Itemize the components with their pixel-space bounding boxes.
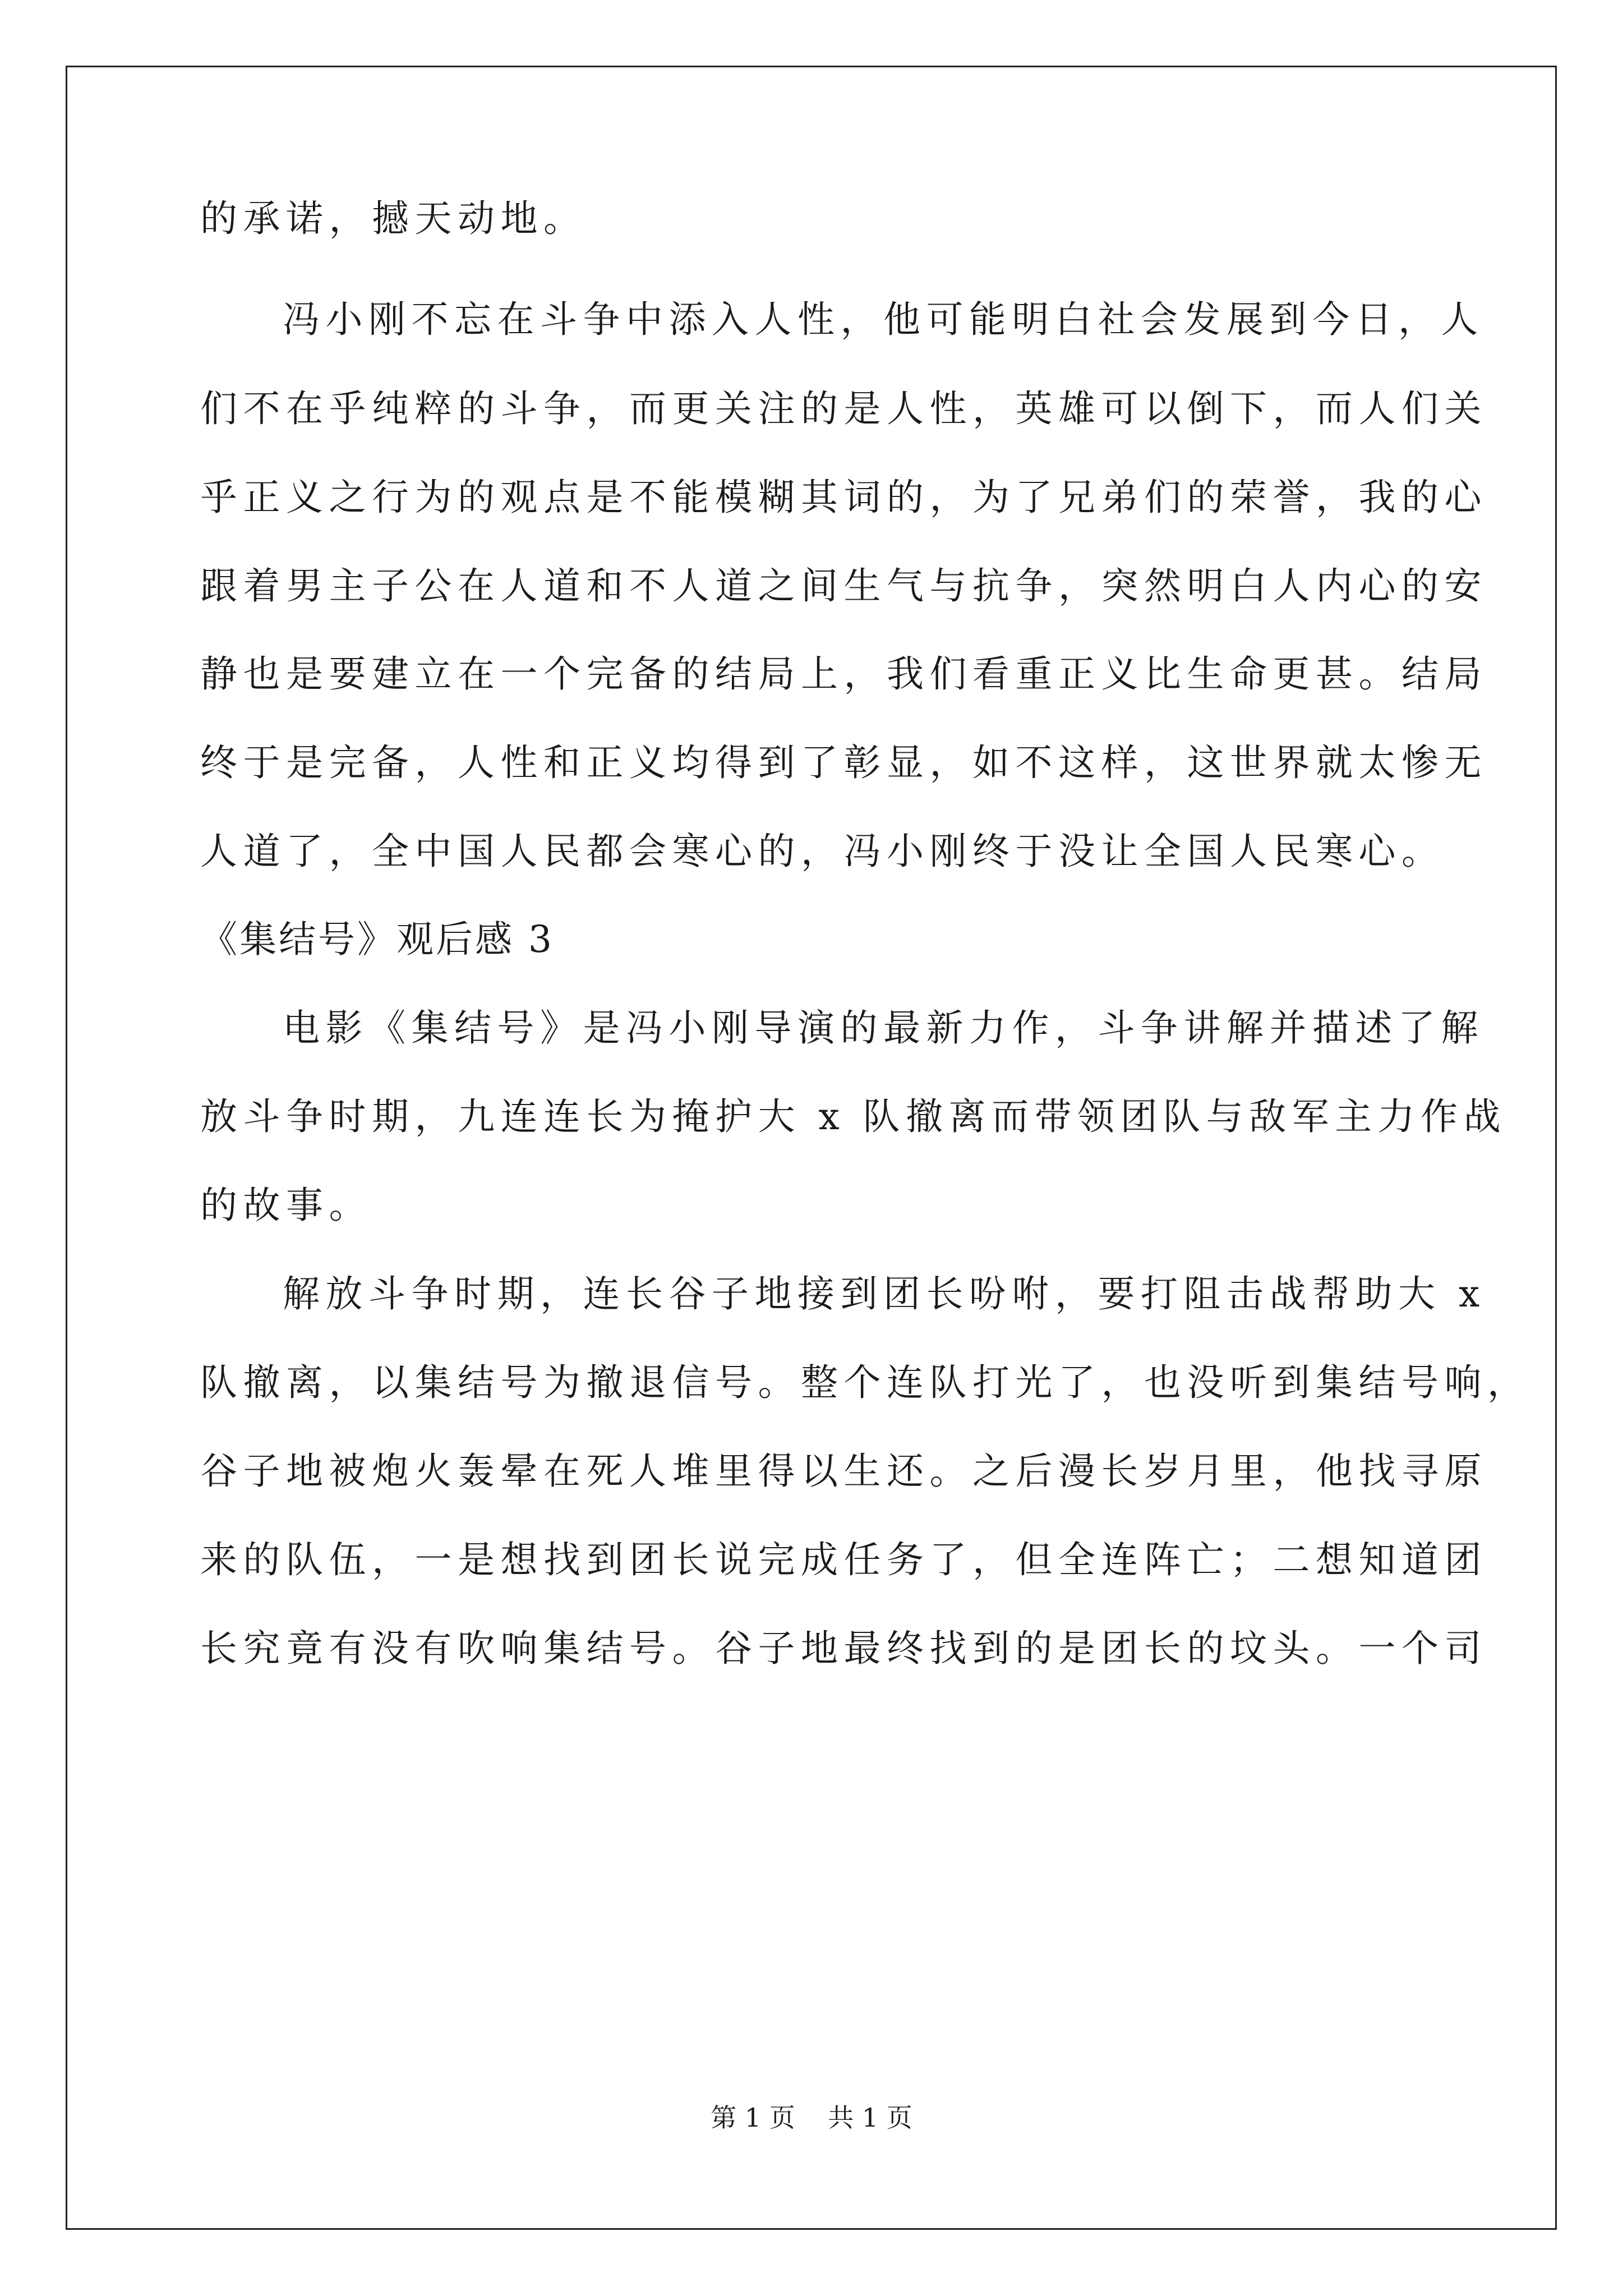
- paragraph-line: 跟着男主子公在人道和不人道之间生气与抗争，突然明白人内心的安: [200, 564, 1487, 608]
- section-heading: 《集结号》观后感 3: [200, 918, 554, 961]
- paragraph-line: 的故事。: [200, 1184, 372, 1227]
- paragraph-line: 谷子地被炮火轰晕在死人堆里得以生还。之后漫长岁月里，他找寻原: [200, 1450, 1487, 1493]
- paragraph-line: 放斗争时期，九连连长为掩护大 x 队撤离而带领团队与敌军主力作战: [200, 1095, 1507, 1138]
- paragraph-line: 人道了，全中国人民都会寒心的，冯小刚终于没让全国人民寒心。: [200, 830, 1445, 873]
- paragraph-line: 解放斗争时期，连长谷子地接到团长吩咐，要打阻击战帮助大 x: [283, 1272, 1486, 1315]
- paragraph-line: 的承诺，撼天动地。: [200, 197, 587, 240]
- page-footer: 第 1 页 共 1 页: [711, 2102, 912, 2133]
- paragraph-line: 电影《集结号》是冯小刚导演的最新力作，斗争讲解并描述了解: [283, 1006, 1484, 1050]
- paragraph-line: 来的队伍，一是想找到团长说完成任务了，但全连阵亡；二想知道团: [200, 1538, 1487, 1581]
- paragraph-line: 静也是要建立在一个完备的结局上，我们看重正义比生命更甚。结局: [200, 652, 1487, 696]
- paragraph-line: 们不在乎纯粹的斗争，而更关注的是人性，英雄可以倒下，而人们关: [200, 387, 1487, 430]
- paragraph-line: 长究竟有没有吹响集结号。谷子地最终找到的是团长的坟头。一个司: [200, 1627, 1487, 1670]
- paragraph-line: 冯小刚不忘在斗争中添入人性，他可能明白社会发展到今日，人: [283, 298, 1484, 341]
- paragraph-line: 终于是完备，人性和正义均得到了彰显，如不这样，这世界就太惨无: [200, 741, 1487, 784]
- paragraph-line: 乎正义之行为的观点是不能模糊其词的，为了兄弟们的荣誉，我的心: [200, 476, 1487, 519]
- paragraph-line: 队撤离，以集结号为撤退信号。整个连队打光了，也没听到集结号响，: [200, 1361, 1530, 1404]
